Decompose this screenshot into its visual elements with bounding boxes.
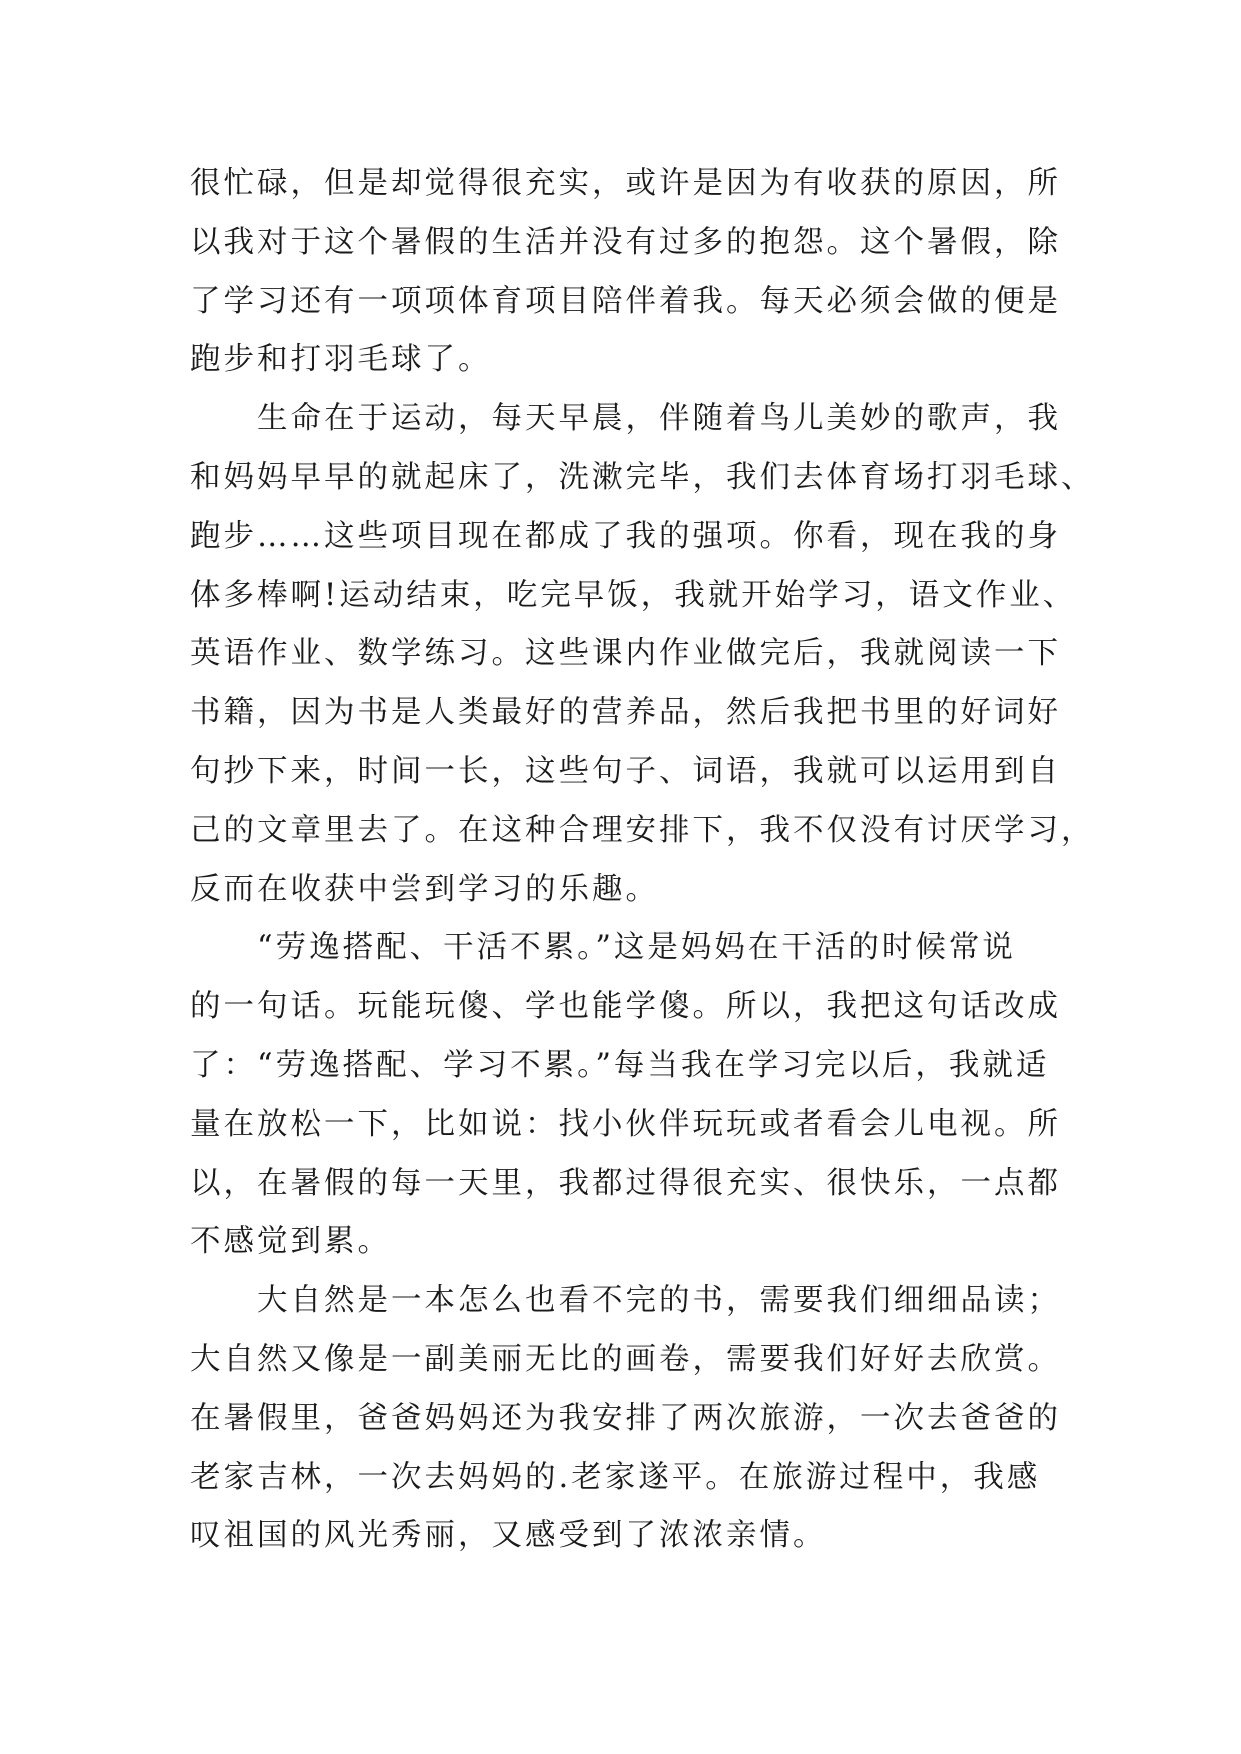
text-line: 了：“劳逸搭配、学习不累。”每当我在学习完以后，我就适 [190, 1047, 1050, 1083]
text-line: 句抄下来，时间一长，这些句子、词语，我就可以运用到自 [190, 753, 1061, 789]
paragraph-start-line: 生命在于运动，每天早晨，伴随着鸟儿美妙的歌声，我 [257, 401, 1061, 437]
text-line: 量在放松一下，比如说：找小伙伴玩玩或者看会儿电视。所 [190, 1106, 1061, 1142]
essay-body [190, 155, 1095, 1566]
text-line: 的一句话。玩能玩傻、学也能学傻。所以，我把这句话改成 [190, 989, 1061, 1025]
text-line: 很忙碌，但是却觉得很充实，或许是因为有收获的原因，所 [190, 166, 1061, 201]
text-line: 和妈妈早早的就起床了，洗漱完毕，我们去体育场打羽毛球、 [190, 459, 1095, 495]
text-line: 跑步和打羽毛球了。 [190, 342, 492, 378]
text-line: 体多棒啊!运动结束，吃完早饭，我就开始学习，语文作业、 [190, 577, 1077, 613]
text-line: 己的文章里去了。在这种合理安排下，我不仅没有讨厌学习， [190, 812, 1095, 848]
text-line: 以我对于这个暑假的生活并没有过多的抱怨。这个暑假，除 [190, 224, 1061, 260]
text-line: 跑步……这些项目现在都成了我的强项。你看，现在我的身 [190, 518, 1061, 554]
text-line: 书籍，因为书是人类最好的营养品，然后我把书里的好词好 [190, 695, 1061, 731]
text-line: 叹祖国的风光秀丽，又感受到了浓浓亲情。 [190, 1518, 827, 1554]
paragraph-start-line: “劳逸搭配、干活不累。”这是妈妈在干活的时候常说 [257, 930, 1016, 966]
text-line: 了学习还有一项项体育项目陪伴着我。每天必须会做的便是 [190, 283, 1061, 319]
text-line: 不感觉到累。 [190, 1224, 391, 1260]
text-line: 老家吉林，一次去妈妈的.老家遂平。在旅游过程中，我感 [190, 1459, 1041, 1495]
paragraph-start-line: 大自然是一本怎么也看不完的书，需要我们细细品读； [257, 1283, 1061, 1319]
text-line: 反而在收获中尝到学习的乐趣。 [190, 871, 659, 907]
text-line: 以，在暑假的每一天里，我都过得很充实、很快乐，一点都 [190, 1165, 1061, 1201]
text-line: 英语作业、数学练习。这些课内作业做完后，我就阅读一下 [190, 636, 1061, 672]
text-line: 在暑假里，爸爸妈妈还为我安排了两次旅游，一次去爸爸的 [190, 1400, 1061, 1436]
text-line: 大自然又像是一副美丽无比的画卷，需要我们好好去欣赏。 [190, 1341, 1061, 1377]
